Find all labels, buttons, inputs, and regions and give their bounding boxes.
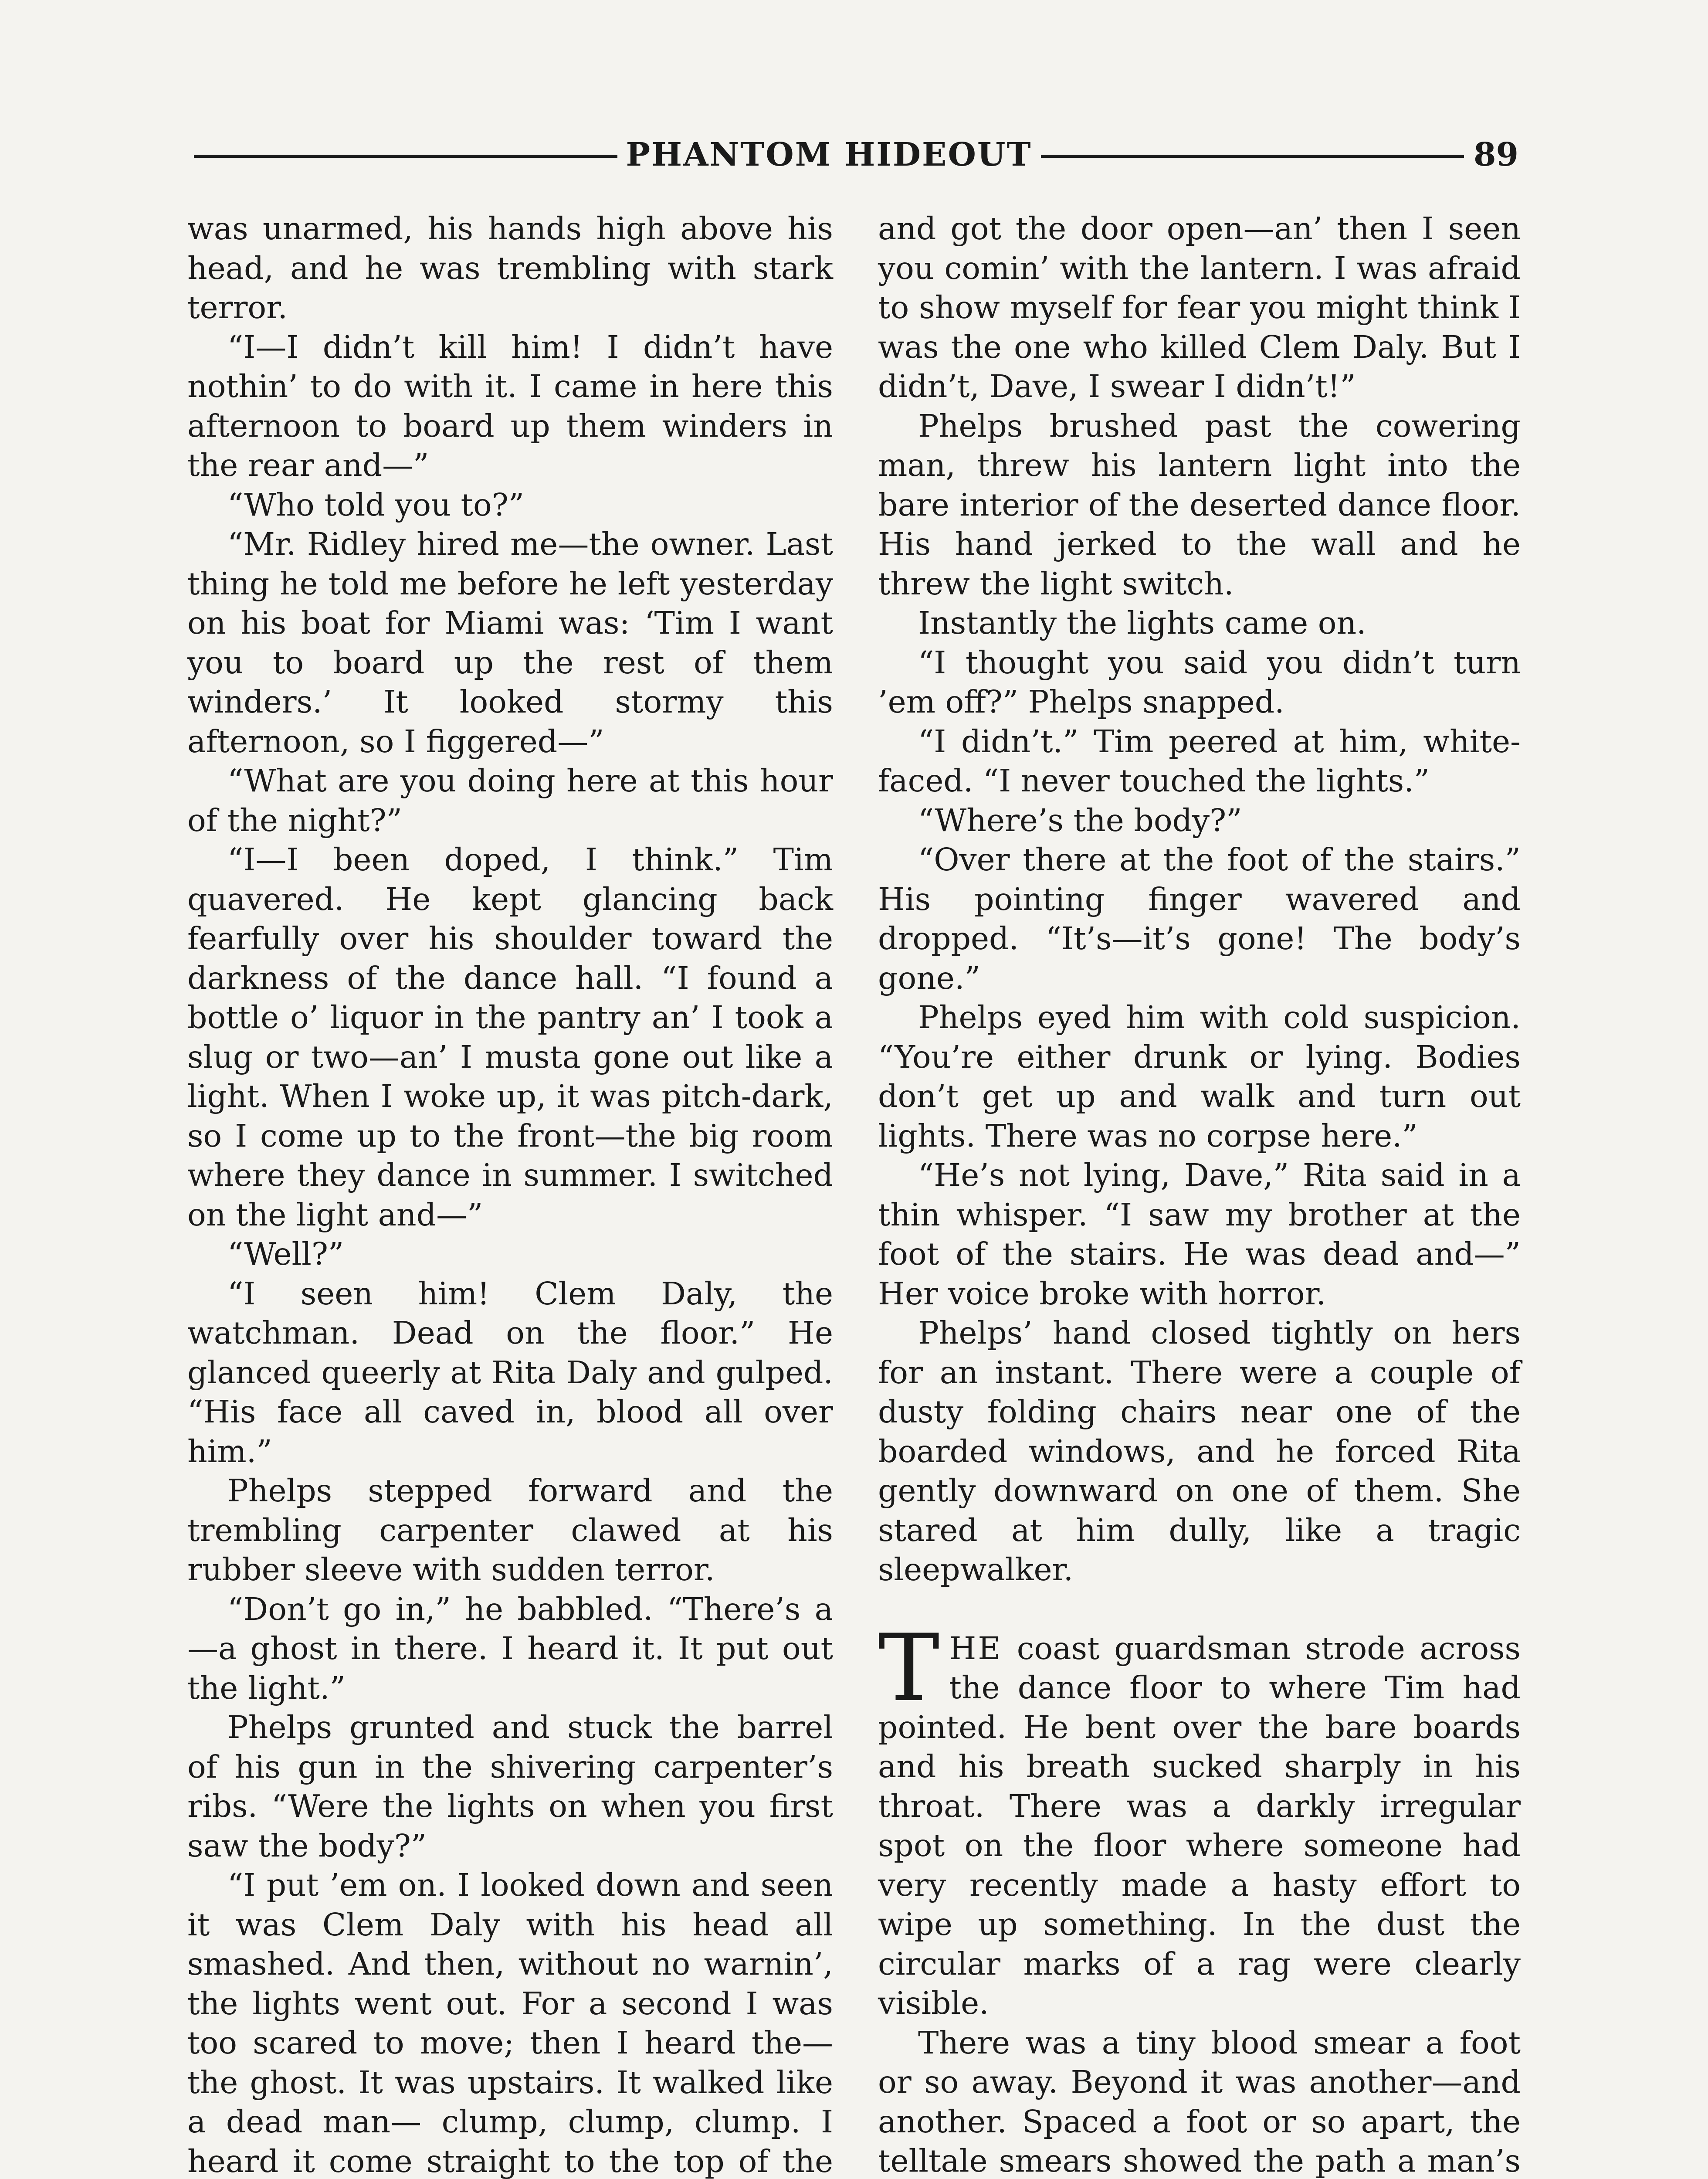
header-rule-right: [1041, 155, 1464, 158]
paragraph: “Don’t go in,” he babbled. “There’s a—a ghost in there. I heard it. It put out the light.”: [187, 1591, 833, 1706]
section-opening-paragraph: [878, 1614, 1521, 2023]
paragraph: “Over there at the foot of the stairs.” His pointing finger wavered and dropped. “It’s—it’s gone! The body’s gone.”: [878, 842, 1521, 996]
paragraph: “He’s not lying, Dave,” Rita said in a thin whisper. “I saw my brother at the foot of the stairs. He was dead and—” Her voice broke with horror.: [878, 1157, 1521, 1312]
right-column: [878, 209, 1521, 2179]
paragraph: “What are you doing here at this hour of the night?”: [187, 763, 833, 838]
lead-caps: HE: [949, 1630, 1003, 1666]
paragraph: “I—I been doped, I think.” Tim quavered. He kept glancing back fearfully over his shoulder toward the darkness of the dance hall. “I found a bottle o’ liquor in the pantry an’ I took a slug or two—an’ I musta gone out like a light. When I woke up, it was pitch-dark, so I come up to the front—the big room where they dance in summer. I switched on the light and—”: [187, 842, 833, 1233]
paragraph: Phelps’ hand closed tightly on hers for an instant. There were a couple of dusty folding chairs near one of the boarded windows, and he forced Rita gently downward on one of them. She stared at him dully, like a tragic sleepwalker.: [878, 1315, 1521, 1588]
paragraph: “I put ’em on. I looked down and seen it was Clem Daly with his head all smashed. And then, without no warnin’, the lights went out. For a second I was too scared to move; then I heard the—the ghost. It was upstairs. It walked like a dead man— clump, clump, clump. I heard it come straight to the top of the: [187, 1867, 833, 2179]
paragraph: “I thought you said you didn’t turn ’em off?” Phelps snapped.: [878, 644, 1521, 720]
section-first-paragraph-text: coast guardsman strode across the dance floor to where Tim had pointed. He bent over the bare boards and his breath sucked sharply in his throat. There was a darkly irregular spot on the floor where someone had very recently made a hasty effort to wipe up something. In the dust the circular marks of a rag were clearly visible.: [878, 1630, 1521, 2021]
paragraph: Phelps stepped forward and the trembling carpenter clawed at his rubber sleeve with sudden terror.: [187, 1473, 833, 1588]
paragraph: was unarmed, his hands high above his head, and he was trembling with stark terror.: [187, 210, 833, 326]
running-header: [194, 131, 1518, 179]
header-rule-left: [194, 155, 617, 158]
paragraph: “I seen him! Clem Daly, the watchman. Dead on the floor.” He glanced queerly at Rita Daly and gulped. “His face all caved in, blood all over him.”: [187, 1275, 833, 1470]
paragraph: Phelps brushed past the cowering man, threw his lantern light into the bare interior of the deserted dance floor. His hand jerked to the wall and he threw the light switch.: [878, 407, 1521, 602]
left-column: [187, 209, 833, 2179]
paragraph: Instantly the lights came on.: [918, 605, 1366, 641]
paragraph: There was a tiny blood smear a foot or so away. Beyond it was another—and another. Spaced a foot or so apart, the telltale smears showed the path a man’s: [878, 2024, 1521, 2179]
paragraph: “Where’s the body?”: [918, 802, 1242, 838]
drop-cap: T: [878, 1614, 940, 1722]
page-number: 89: [1474, 136, 1519, 173]
running-title: PHANTOM HIDEOUT: [626, 136, 1032, 173]
paragraph: “Well?”: [227, 1236, 344, 1272]
paragraph: “Mr. Ridley hired me—the owner. Last thing he told me before he left yesterday on his boat for Miami was: ‘Tim I want you to board up the rest of them winders.’ It looked stormy this afternoon, so I figgered—”: [187, 526, 833, 760]
paragraph: “I didn’t.” Tim peered at him, white-faced. “I never touched the lights.”: [878, 723, 1521, 799]
paragraph: “I—I didn’t kill him! I didn’t have nothin’ to do with it. I came in here this afternoon to board up them winders in the rear and—”: [187, 329, 833, 483]
paragraph: Phelps eyed him with cold suspicion. “You’re either drunk or lying. Bodies don’t get up and walk and turn out lights. There was no corpse here.”: [878, 999, 1521, 1154]
paragraph: “Who told you to?”: [227, 486, 525, 523]
paragraph: and got the door open—an’ then I seen you comin’ with the lantern. I was afraid to show myself for fear you might think I was the one who killed Clem Daly. But I didn’t, Dave, I swear I didn’t!”: [878, 210, 1521, 404]
paragraph: Phelps grunted and stuck the barrel of his gun in the shivering carpenter’s ribs. “Were the lights on when you first saw the body?”: [187, 1709, 833, 1864]
